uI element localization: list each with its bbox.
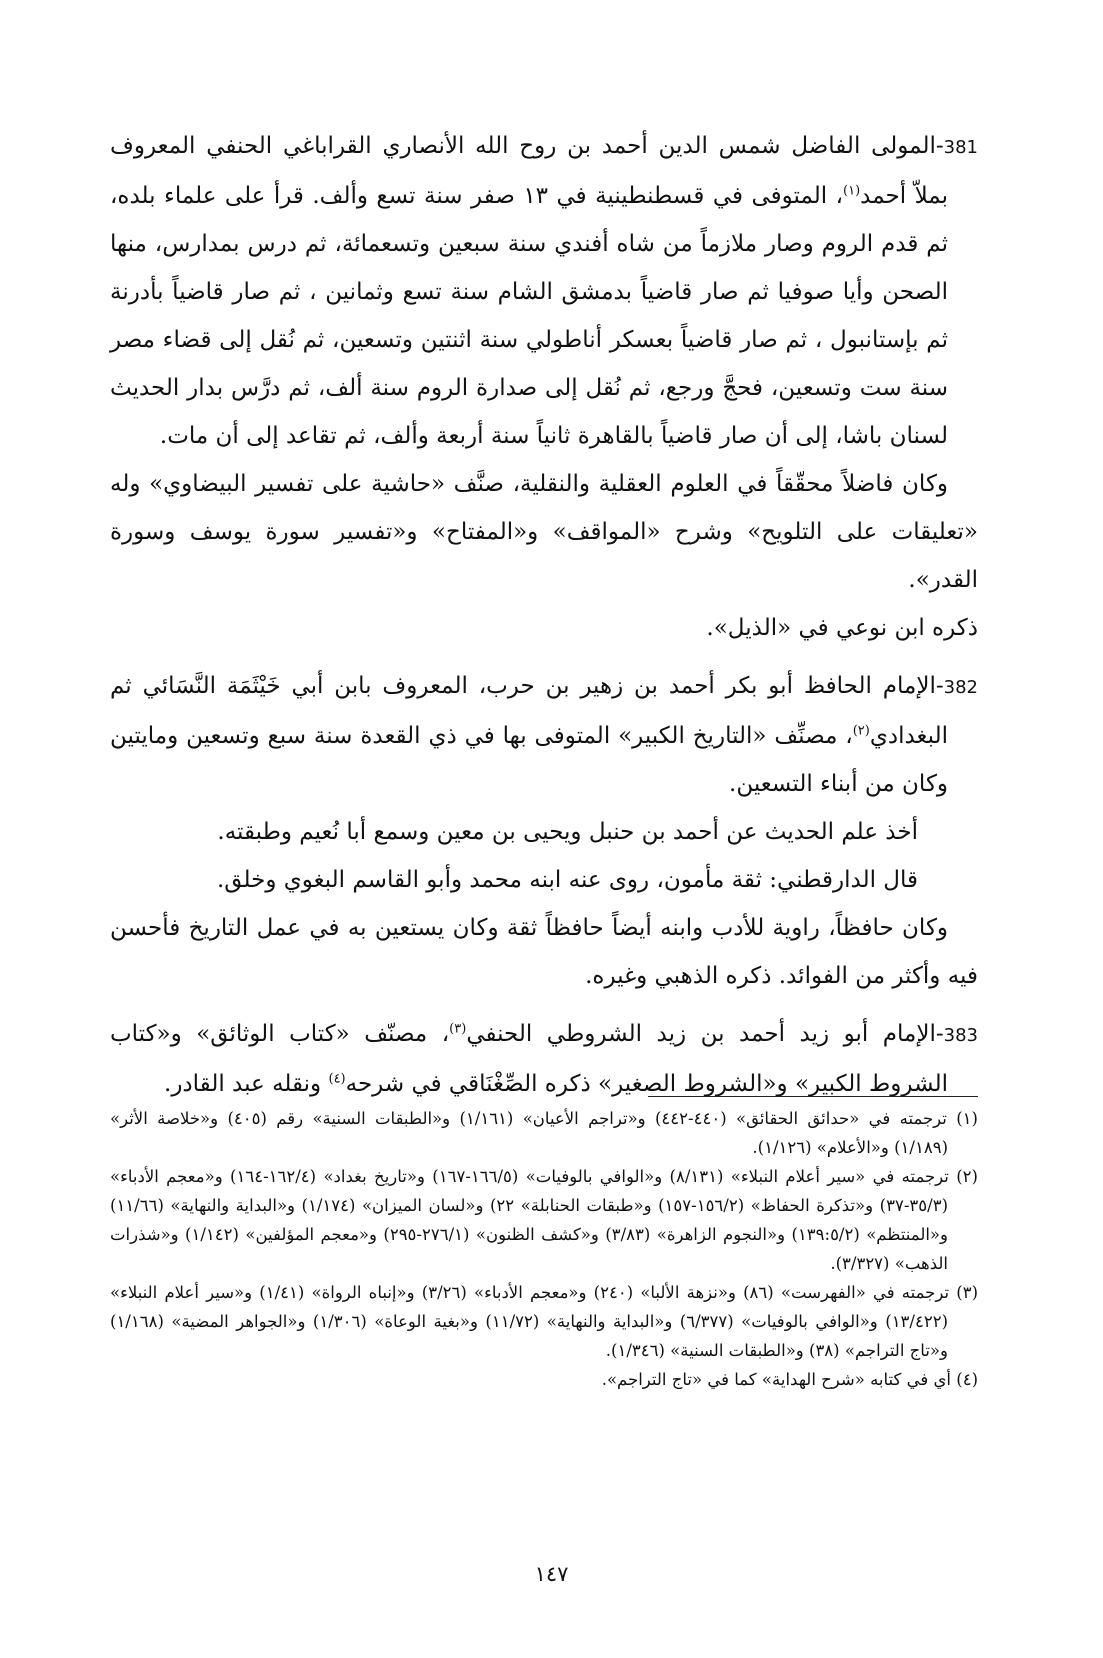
footnote-marker[interactable]: (٣): [449, 1021, 467, 1037]
footnote-2: (٢) ترجمته في «سير أعلام النبلاء» (٨/١٣١) و«الوافي بالوفيات» (١٦٦/٥-١٦٧) و«تاريخ بغداد» (١٦٢/٤-١٦٤) و«معجم الأدباء» (٣٥/٣-٣٧) و«تذكرة الحفاظ» (١٥٦/٢-١٥٧) و«طبقات الحنابلة» ٢٢) و«لسان الميزان» (١/١٧٤) و«البداية والنهاية» (١١/٦٦) و«المنتظم» (١٣٩:٥/٢) و«النجوم الزاهرة» (٣/٨٣) و«كشف الظنون» (٢٧٦/١-٢٩٥) و«معجم المؤلفين» (١/١٤٢) و«شذرات الذهب» (٣/٣٢٧).: [110, 1167, 978, 1273]
page-number: ١٤٧: [534, 1562, 569, 1586]
footnote-marker[interactable]: (٤): [328, 1071, 346, 1087]
entry-heading: 383-الإمام أبو زيد أحمد بن زيد الشروطي الحنفي$^{(٣)}$، مصنّف «كتاب الوثائق» و«كتاب الشروط الكبير» و«الشروط الصغير» ذكره الصِّغْنَاقي في شرحه$^{(٤)}$ ونقله عبد القادر.: [110, 1021, 978, 1097]
footnote-marker[interactable]: (٢): [852, 723, 870, 739]
footnote-separator: [648, 1096, 978, 1097]
paragraph: وكان فاضلاً محقّقاً في العلوم العقلية والنقلية، صنَّف «حاشية على تفسير البيضاوي» وله «تعليقات على التلويح» وشرح «المواقف» و«المفتاح» و«تفسير سورة يوسف وسورة القدر».: [110, 471, 978, 593]
entry-text-continued: ، مصنّف «كتاب الوثائق» و«كتاب الشروط الكبير» و«الشروط الصغير» ذكره الصِّغْنَاقي في شرحه: [110, 1021, 948, 1097]
footnote-marker[interactable]: (١): [843, 183, 861, 199]
entry-number: 383: [943, 1025, 978, 1046]
entry-text: المولى الفاضل شمس الدين أحمد بن روح الله الأنصاري القراباغي الحنفي المعروف بملاّ أحمد: [110, 133, 948, 209]
entry-382: [110, 662, 978, 1000]
footnotes: [110, 1104, 978, 1394]
entry-number: 381: [943, 137, 978, 158]
entry-heading: 381-المولى الفاضل شمس الدين أحمد بن روح الله الأنصاري القراباغي الحنفي المعروف بملاّ أحمد$^{(١)}$، المتوفى في قسطنطينية في ١٣ صفر سنة تسع وألف. قرأ على علماء بلده، ثم قدم الروم وصار ملازماً من شاه أفندي سنة سبعين وتسعمائة، ثم درس بمدارس، منها الصحن وأيا صوفيا ثم صار قاضياً بدمشق الشام سنة تسع وثمانين ، ثم صار قاضياً بأدرنة ثم بإستانبول ، ثم صار قاضياً بعسكر أناطولي سنة اثنتين وتسعين، ثم نُقل إلى قضاء مصر سنة ست وتسعين، فحجَّ ورجع، ثم نُقل إلى صدارة الروم سنة ألف، ثم درَّس بدار الحديث لسنان باشا، إلى أن صار قاضياً بالقاهرة ثانياً سنة أربعة وألف، ثم تقاعد إلى أن مات.: [110, 133, 978, 449]
main-text: [110, 122, 978, 1108]
footnote-1: (١) ترجمته في «حدائق الحقائق» (٤٤٠-٤٤٢) و«تراجم الأعيان» (١/١٦١) و«الطبقات السنية» رقم (٤٠٥) و«خلاصة الأثر» (١/١٨٩) و«الأعلام» (١/١٢٦).: [110, 1109, 978, 1157]
entry-text-end: ونقله عبد القادر.: [164, 1071, 329, 1097]
paragraph: أخذ علم الحديث عن أحمد بن حنبل ويحيى بن معين وسمع أبا نُعيم وطبقته.: [217, 819, 918, 845]
entry-number: 382: [943, 677, 978, 698]
entry-text: الإمام أبو زيد أحمد بن زيد الشروطي الحنفي: [466, 1021, 936, 1047]
entry-text-continued: ، مصنِّف «التاريخ الكبير» المتوفى بها في ذي القعدة سنة سبع وتسعين ومايتين وكان من أبناء التسعين.: [110, 723, 948, 797]
entry-text: الإمام الحافظ أبو بكر أحمد بن زهير بن حرب، المعروف بابن أبي خَيْثَمَة النَّسَائي ثم البغدادي: [110, 673, 948, 749]
entry-heading: 382-الإمام الحافظ أبو بكر أحمد بن زهير بن حرب، المعروف بابن أبي خَيْثَمَة النَّسَائي ثم البغدادي$^{(٢)}$، مصنِّف «التاريخ الكبير» المتوفى بها في ذي القعدة سنة سبع وتسعين ومايتين وكان من أبناء التسعين.: [110, 673, 978, 797]
footnote-4: (٤) أي في كتابه «شرح الهداية» كما في «تاج التراجم».: [601, 1370, 978, 1389]
entry-381: [110, 122, 978, 652]
paragraph: ذكره ابن نوعي في «الذيل».: [706, 615, 978, 641]
paragraph: وكان حافظاً، راوية للأدب وابنه أيضاً حافظاً ثقة وكان يستعين به في عمل التاريخ فأحسن فيه وأكثر من الفوائد. ذكره الذهبي وغيره.: [110, 915, 978, 989]
entry-text-continued: ، المتوفى في قسطنطينية في ١٣ صفر سنة تسع وألف. قرأ على علماء بلده، ثم قدم الروم وصار ملازماً من شاه أفندي سنة سبعين وتسعمائة، ثم درس بمدارس، منها الصحن وأيا صوفيا ثم صار قاضياً بدمشق الشام سنة تسع وثمانين ، ثم صار قاضياً بأدرنة ثم بإستانبول ، ثم صار قاضياً بعسكر أناطولي سنة اثنتين وتسعين، ثم نُقل إلى قضاء مصر سنة ست وتسعين، فحجَّ ورجع، ثم نُقل إلى صدارة الروم سنة ألف، ثم درَّس بدار الحديث لسنان باشا، إلى أن صار قاضياً بالقاهرة ثانياً سنة أربعة وألف، ثم تقاعد إلى أن مات.: [110, 183, 948, 449]
entry-383: [110, 1010, 978, 1108]
paragraph: قال الدارقطني: ثقة مأمون، روى عنه ابنه محمد وأبو القاسم البغوي وخلق.: [217, 867, 918, 893]
footnote-3: (٣) ترجمته في «الفهرست» (٨٦) و«نزهة الألبا» (٢٤٠) و«معجم الأدباء» (٣/٢٦) و«إنباه الرواة» (١/٤١) و«سير أعلام النبلاء» (١٣/٤٢٢) و«الوافي بالوفيات» (٦/٣٧٧) و«البداية والنهاية» (١١/٧٢) و«بغية الوعاة» (١/٣٠٦) و«الجواهر المضية» (١/١٦٨) و«تاج التراجم» (٣٨) و«الطبقات السنية» (١/٣٤٦).: [110, 1283, 978, 1360]
